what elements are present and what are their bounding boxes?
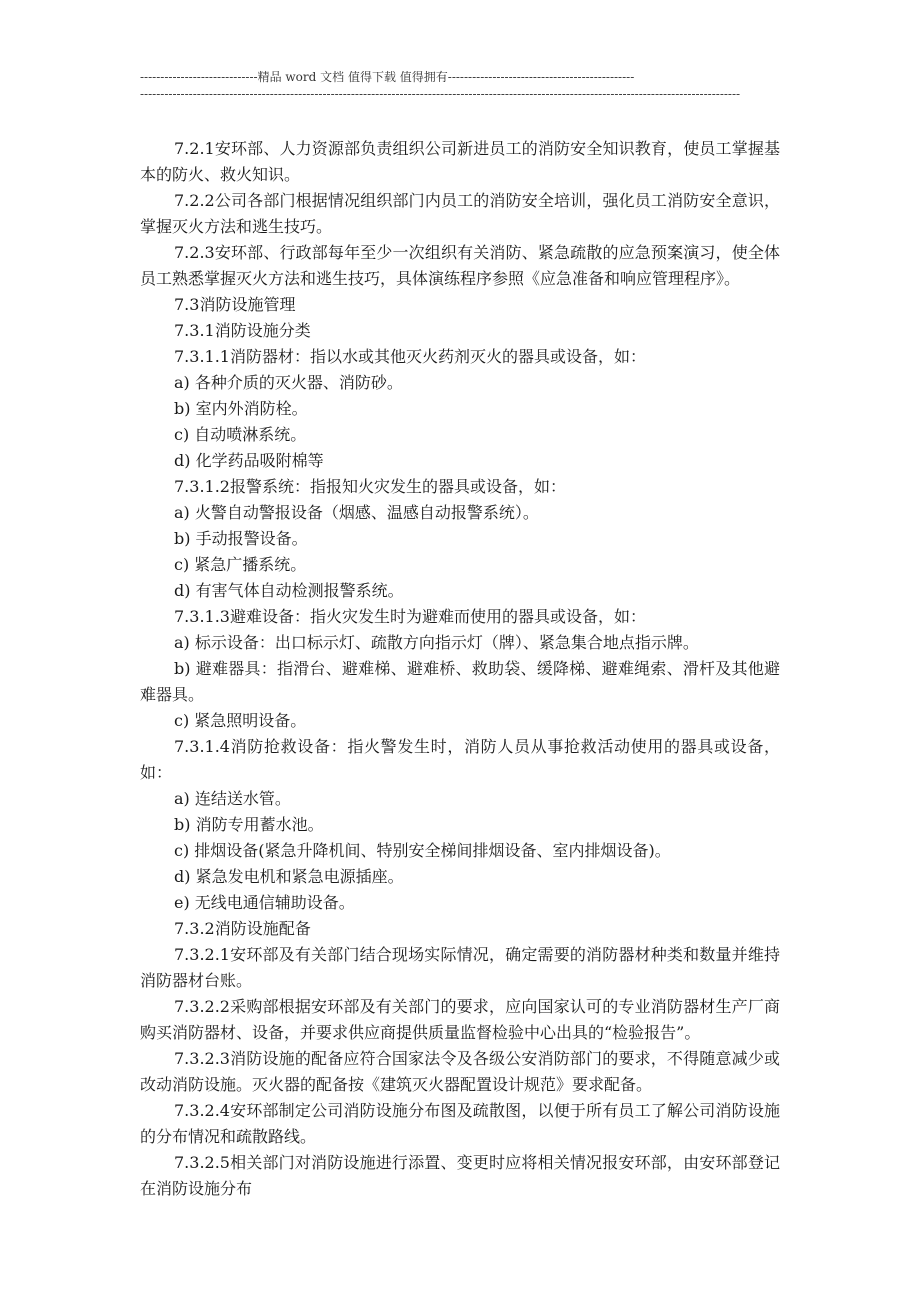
list-item: a) 连结送水管。: [174, 789, 291, 808]
paragraph: 7.3.1.2报警系统：指报知火灾发生的器具或设备，如：: [174, 477, 566, 496]
paragraph: 7.3.2.5相关部门对消防设施进行添置、变更时应将相关情况报安环部，由安环部登记在消防设施分布: [140, 1153, 780, 1198]
list-item: c) 自动喷淋系统。: [174, 425, 307, 444]
paragraph: 7.3.1.4消防抢救设备：指火警发生时，消防人员从事抢救活动使用的器具或设备，如：: [140, 737, 780, 782]
paragraph: 7.3.1.1消防器材：指以水或其他灭火药剂灭火的器具或设备，如：: [174, 347, 646, 366]
paragraph: 7.3.1.3避难设备：指火灾发生时为避难而使用的器具或设备，如：: [174, 607, 646, 626]
paragraph: 7.2.2公司各部门根据情况组织部门内员工的消防安全培训，强化员工消防安全意识，掌握灭火方法和逃生技巧。: [140, 191, 780, 236]
list-item: c) 紧急照明设备。: [174, 711, 307, 730]
header-divider: ----------------------------------------------------------------------------------------------------------------------------------------------------: [140, 87, 741, 101]
list-item: c) 紧急广播系统。: [174, 555, 307, 574]
paragraph: 7.3.2.4安环部制定公司消防设施分布图及疏散图，以便于所有员工了解公司消防设施的分布情况和疏散路线。: [140, 1101, 780, 1146]
paragraph: 7.3.2.3消防设施的配备应符合国家法令及各级公安消防部门的要求，不得随意减少或改动消防设施。灭火器的配备按《建筑灭火器配置设计规范》要求配备。: [140, 1049, 780, 1094]
list-item: d) 化学药品吸附棉等: [174, 451, 324, 470]
list-item: d) 有害气体自动检测报警系统。: [174, 581, 404, 600]
paragraph: 7.3.2.1安环部及有关部门结合现场实际情况，确定需要的消防器材种类和数量并维持消防器材台账。: [140, 945, 780, 990]
list-item: b) 消防专用蓄水池。: [174, 815, 324, 834]
list-item: a) 标示设备：出口标示灯、疏散方向指示灯（牌）、紧急集合地点指示牌。: [174, 633, 699, 652]
paragraph: 7.2.1安环部、人力资源部负责组织公司新进员工的消防安全知识教育，使员工掌握基本的防火、救火知识。: [140, 139, 780, 184]
list-item: b) 避难器具：指滑台、避难梯、避难桥、救助袋、缓降梯、避难绳索、滑杆及其他避难器具。: [140, 659, 780, 704]
list-item: d) 紧急发电机和紧急电源插座。: [174, 867, 404, 886]
list-item: a) 各种介质的灭火器、消防砂。: [174, 373, 403, 392]
paragraph: 7.3消防设施管理: [174, 295, 296, 314]
list-item: a) 火警自动警报设备（烟感、温感自动报警系统）。: [174, 503, 539, 522]
list-item: e) 无线电通信辅助设备。: [174, 893, 355, 912]
paragraph: 7.3.2消防设施配备: [174, 919, 311, 938]
paragraph: 7.3.1消防设施分类: [174, 321, 311, 340]
document-body: [140, 136, 780, 1202]
header-banner: -----------------------------精品 word 文档 值得下载 值得拥有----------------------------------------------: [140, 70, 635, 84]
list-item: b) 手动报警设备。: [174, 529, 308, 548]
list-item: b) 室内外消防栓。: [174, 399, 308, 418]
paragraph: 7.3.2.2采购部根据安环部及有关部门的要求，应向国家认可的专业消防器材生产厂商购买消防器材、设备，并要求供应商提供质量监督检验中心出具的“检验报告”。: [140, 997, 780, 1042]
paragraph: 7.2.3安环部、行政部每年至少一次组织有关消防、紧急疏散的应急预案演习，使全体员工熟悉掌握灭火方法和逃生技巧，具体演练程序参照《应急准备和响应管理程序》。: [140, 243, 780, 288]
list-item: c) 排烟设备(紧急升降机间、特别安全梯间排烟设备、室内排烟设备)。: [174, 841, 671, 860]
